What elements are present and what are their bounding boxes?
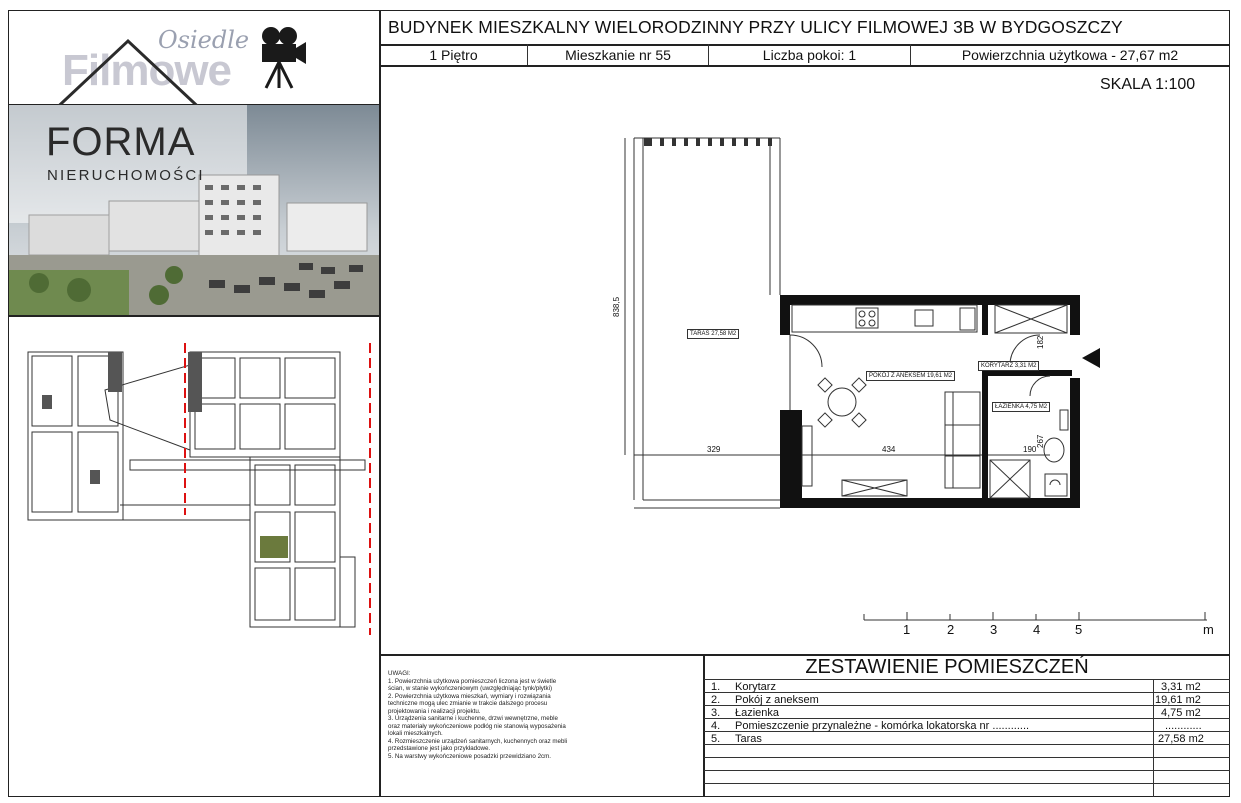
table-line xyxy=(704,783,1230,784)
table-line xyxy=(704,770,1230,771)
dim-height: 838,5 xyxy=(612,296,621,317)
scale-tick-1: 1 xyxy=(903,622,911,637)
note-item: 1. Powierzchnia użytkowa pomieszczeń liczona jest w świetle ścian, w stanie wykończeniowym (uwzględniając tynk/płytki) xyxy=(388,677,557,692)
document-title: BUDYNEK MIESZKALNY WIELORODZINNY PRZY ULICY FILMOWEJ 3B W BYDGOSZCZY xyxy=(388,17,1123,37)
dim-bath-width: 190 xyxy=(1023,445,1037,454)
label-pokoj: POKÓJ Z ANEKSEM 19,61 M2 xyxy=(866,371,955,381)
table-row-3-area: 4,75 m2 xyxy=(1161,707,1201,719)
table-line xyxy=(704,744,1230,745)
scale-tick-4: 4 xyxy=(1033,622,1041,637)
table-row-1-name: Korytarz xyxy=(735,681,776,693)
floor-label: 1 Piętro xyxy=(429,47,478,63)
notes-block xyxy=(388,670,568,760)
table-line xyxy=(704,692,1230,693)
note-item: 3. Urządzenia sanitarne i kuchenne, drzwi wewnętrzne, meble oraz materiały wykończeniowe podłóg nie stanowią wyposażenia lokali mieszkalnych. xyxy=(388,715,566,737)
rooms-count-label: Liczba pokoi: 1 xyxy=(762,47,857,63)
scale-tick-2: 2 xyxy=(947,622,955,637)
dim-terrace-width: 329 xyxy=(707,445,721,454)
company-subtitle: NIERUCHOMOŚCI xyxy=(47,167,205,184)
scale-tick-3: 3 xyxy=(990,622,998,637)
dim-bath-depth: 267 xyxy=(1036,434,1045,448)
label-taras: TARAS 27,58 M2 xyxy=(687,329,739,339)
table-row-1-area: 3,31 m2 xyxy=(1161,681,1201,693)
table-row-4-area: ............ xyxy=(1165,720,1202,732)
site-plan-drawing xyxy=(20,340,375,640)
table-row-4-name: Pomieszczenie przynależne - komórka lokatorska nr ............ xyxy=(735,720,1030,732)
header-divider xyxy=(379,65,1230,67)
scale-tick-5: 5 xyxy=(1075,622,1083,637)
dim-room-width: 434 xyxy=(882,445,896,454)
table-row-5-no: 5. xyxy=(711,733,721,745)
label-korytarz: KORYTARZ 3,31 M2 xyxy=(978,361,1039,371)
table-row-3-name: Łazienka xyxy=(735,707,780,719)
scale-unit: m xyxy=(1203,622,1214,637)
photo-divider xyxy=(8,315,380,317)
table-row-5-name: Taras xyxy=(735,733,762,745)
table-col-sep xyxy=(1153,679,1154,797)
table-row-5-area: 27,58 m2 xyxy=(1158,733,1204,745)
note-item: 5. Na warstwy wykończeniowe posadzki przewidziano 2cm. xyxy=(388,752,552,760)
company-name: FORMA xyxy=(46,120,196,164)
notes-heading: UWAGI: xyxy=(388,670,411,677)
area-label: Powierzchnia użytkowa - 27,67 m2 xyxy=(961,47,1179,63)
left-column-divider xyxy=(379,10,381,797)
table-line xyxy=(704,679,1230,680)
table-line xyxy=(704,757,1230,758)
table-line xyxy=(704,718,1230,719)
label-lazienka: ŁAZIENKA 4,75 M2 xyxy=(992,402,1050,412)
table-row-2-area: 19,61 m2 xyxy=(1155,694,1201,706)
rooms-table-title: ZESTAWIENIE POMIESZCZEŃ xyxy=(805,656,1089,678)
logo-estate-big: Filmowe xyxy=(62,46,232,95)
table-row-2-name: Pokój z aneksem xyxy=(735,694,819,706)
apartment-label: Mieszkanie nr 55 xyxy=(565,47,671,63)
table-row-2-no: 2. xyxy=(711,694,721,706)
table-row-3-no: 3. xyxy=(711,707,721,719)
scale-label: SKALA 1:100 xyxy=(1100,76,1196,93)
note-item: 2. Powierzchnia użytkowa mieszkań, wymiary i rozwiązania techniczne mogą ulec zmianie w trakcie dalszego procesu projektowania i realizacji projektu. xyxy=(388,692,551,715)
logo-estate-small: Osiedle xyxy=(158,26,250,54)
apartment-highlight xyxy=(260,536,288,558)
floor-plan-drawing xyxy=(620,130,1110,520)
dim-corridor: 182 xyxy=(1036,335,1045,349)
table-row-1-no: 1. xyxy=(711,681,721,693)
note-item: 4. Rozmieszczenie urządzeń sanitarnych, kuchennych oraz mebli przedstawione jest jako przykładowe. xyxy=(388,737,568,752)
film-camera-icon xyxy=(258,24,308,90)
notes-divider xyxy=(703,654,705,797)
table-row-4-no: 4. xyxy=(711,720,721,732)
